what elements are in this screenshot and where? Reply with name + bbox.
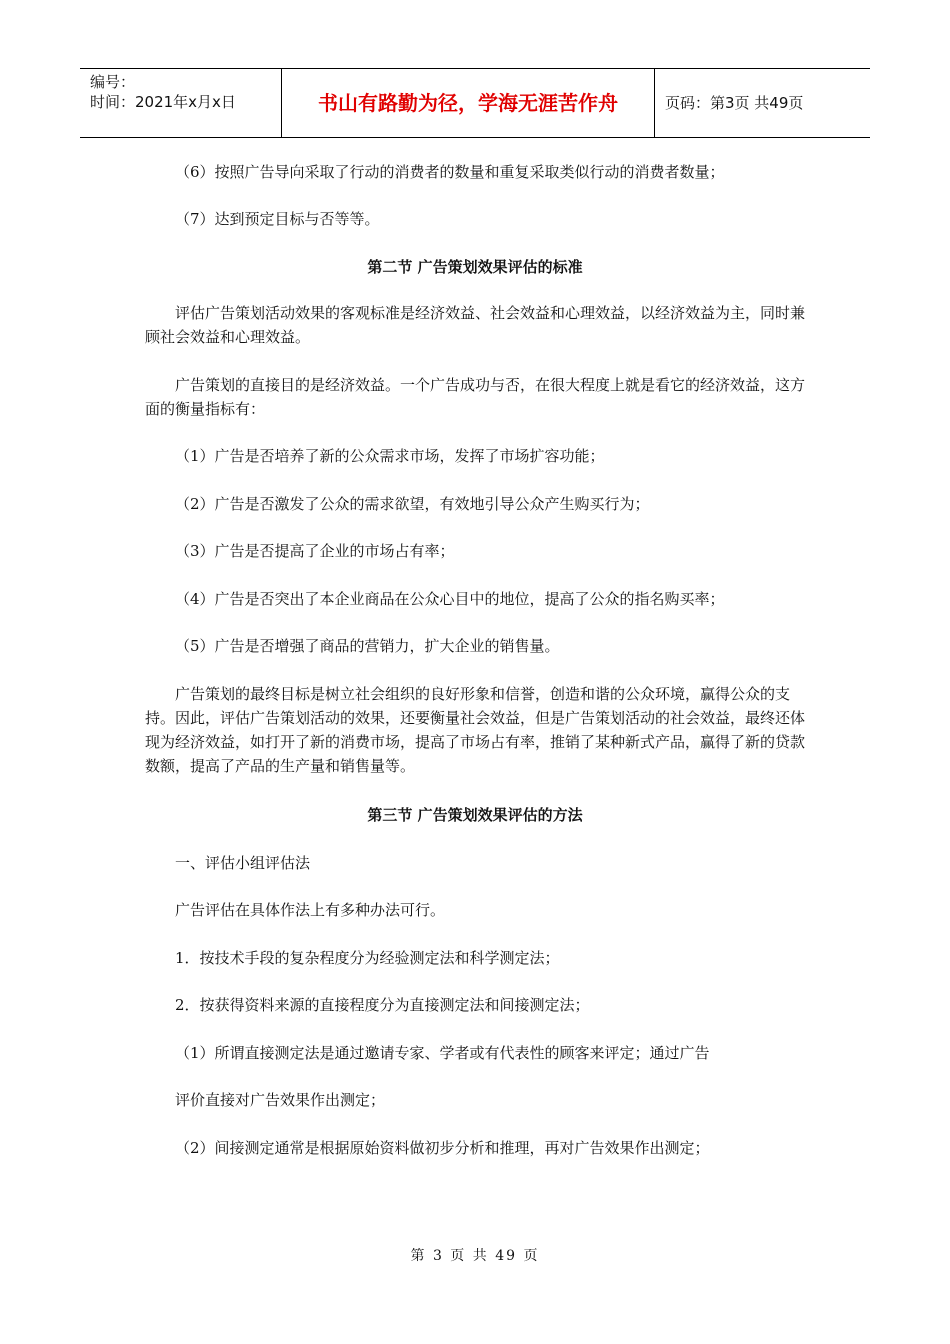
list-item: （4）广告是否突出了本企业商品在公众心目中的地位，提高了公众的指名购买率； [175, 590, 725, 608]
list-item: （1）广告是否培养了新的公众需求市场，发挥了市场扩容功能； [175, 447, 605, 465]
paragraph: （6）按照广告导向采取了行动的消费者的数量和重复采取类似行动的消费者数量； [175, 163, 725, 181]
list-item: 1．按技术手段的复杂程度分为经验测定法和科学测定法； [175, 949, 560, 967]
paragraph: 广告策划的直接目的是经济效益。一个广告成功与否，在很大程度上就是看它的经济效益，这方面的衡量指标有： [145, 376, 806, 418]
section-heading: 第三节 广告策划效果评估的方法 [367, 806, 583, 824]
number-label: 编号： [90, 73, 136, 91]
list-item: 2．按获得资料来源的直接程度分为直接测定法和间接测定法； [175, 996, 590, 1014]
paragraph: 评估广告策划活动效果的客观标准是经济效益、社会效益和心理效益，以经济效益为主，同时兼顾社会效益和心理效益。 [145, 304, 806, 346]
list-item: （2）间接测定通常是根据原始资料做初步分析和推理，再对广告效果作出测定； [175, 1139, 710, 1157]
section-heading: 第二节 广告策划效果评估的标准 [367, 258, 583, 276]
paragraph: 广告策划的最终目标是树立社会组织的良好形象和信誉，创造和谐的公众环境，赢得公众的支持。因此，评估广告策划活动的效果，还要衡量社会效益，但是广告策划活动的社会效益，最终还体现为经济效益，如打开了新的消费市场，提高了市场占有率，推销了某种新式产品，赢得了新的贷款数额，提高了产品的生产量和销售量等。 [145, 685, 806, 775]
header-page-label: 页码：第3页 共49页 [665, 94, 804, 112]
paragraph: （7）达到预定目标与否等等。 [175, 210, 380, 228]
page-header [80, 68, 870, 138]
paragraph: 广告评估在具体作法上有多种办法可行。 [175, 901, 446, 919]
time-label: 时间：2021年x月x日 [90, 93, 236, 111]
header-meta [80, 69, 281, 137]
paragraph: 评价直接对广告效果作出测定； [175, 1091, 386, 1109]
header-motto: 书山有路勤为径，学海无涯苦作舟 [281, 69, 655, 137]
page-footer: 第 3 页 共 49 页 [410, 1248, 540, 1264]
paragraph: 一、评估小组评估法 [175, 854, 311, 872]
list-item: （2）广告是否激发了公众的需求欲望，有效地引导公众产生购买行为； [175, 495, 650, 513]
list-item: （1）所谓直接测定法是通过邀请专家、学者或有代表性的顾客来评定；通过广告 [175, 1044, 710, 1062]
list-item: （5）广告是否增强了商品的营销力，扩大企业的销售量。 [175, 637, 560, 655]
list-item: （3）广告是否提高了企业的市场占有率； [175, 542, 455, 560]
